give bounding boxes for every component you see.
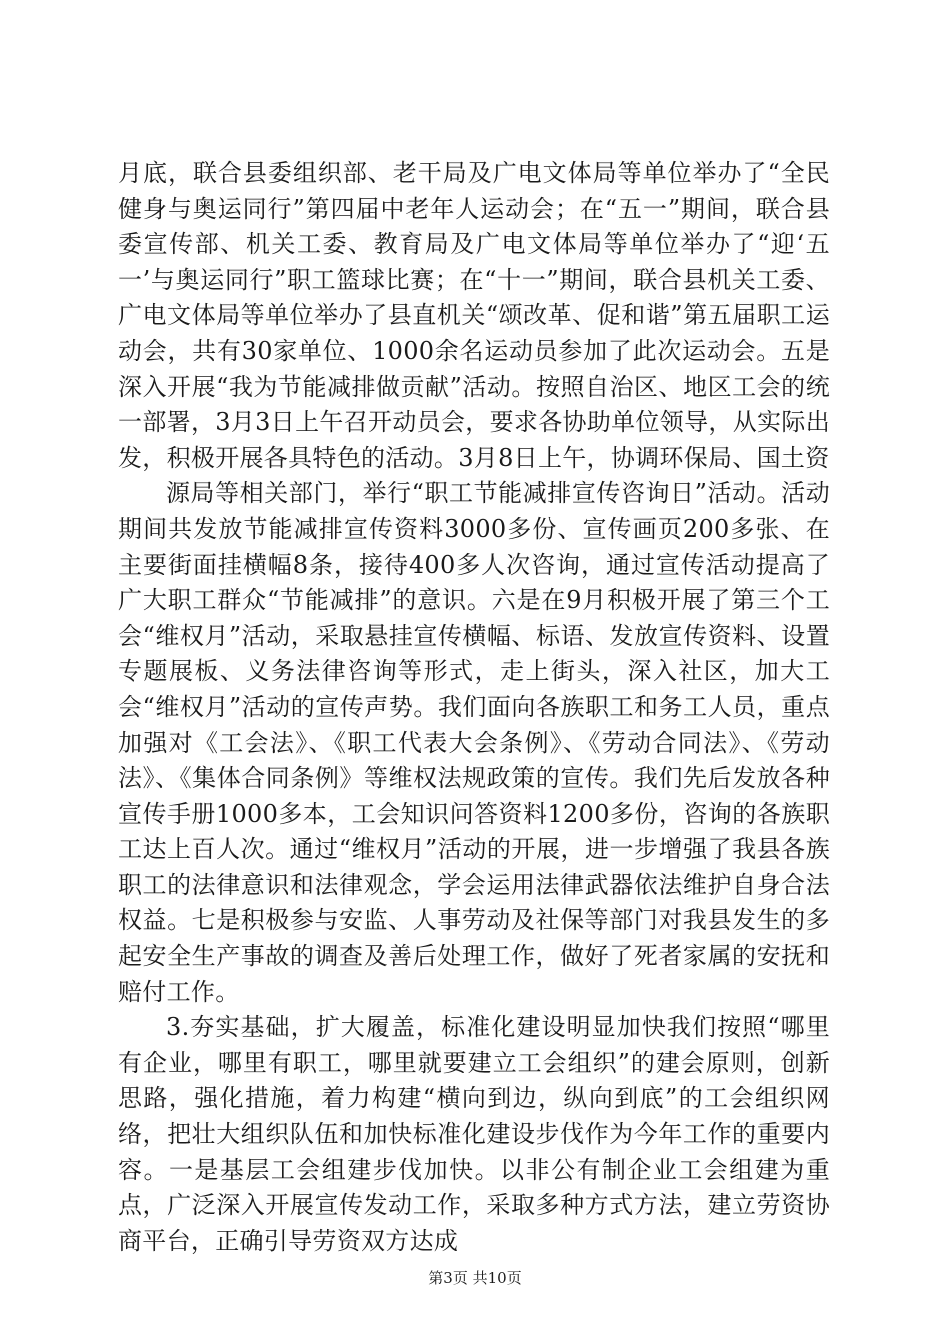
- paragraph-3: 3.夯实基础，扩大履盖，标准化建设明显加快我们按照“哪里有企业，哪里有职工，哪里就要建立工会组织”的建会原则，创新思路，强化措施，着力构建“横向到边，纵向到底”的工会组织网络，把壮大组织队伍和加快标准化建设步伐作为今年工作的重要内容。一是基层工会组建步伐加快。以非公有制企业工会组建为重点，广泛深入开展宣传发动工作，采取多种方式方法，建立劳资协商平台，正确引导劳资双方达成: [118, 1013, 830, 1255]
- page-footer: 第3页 共10页: [428, 1269, 522, 1287]
- paragraph-2: 源局等相关部门，举行“职工节能减排宣传咨询日”活动。活动期间共发放节能减排宣传资料3000多份、宣传画页200多张、在主要街面挂横幅8条，接待400多人次咨询，通过宣传活动提高了广大职工群众“节能减排”的意识。六是在9月积极开展了第三个工会“维权月”活动，采取悬挂宣传横幅、标语、发放宣传资料、设置专题展板、义务法律咨询等形式，走上街头，深入社区，加大工会“维权月”活动的宣传声势。我们面向各族职工和务工人员，重点加强对《工会法》、《职工代表大会条例》、《劳动合同法》、《劳动法》、《集体合同条例》等维权法规政策的宣传。我们先后发放各种宣传手册1000多本，工会知识问答资料1200多份，咨询的各族职工达上百人次。通过“维权月”活动的开展，进一步增强了我县各族职工的法律意识和法律观念，学会运用法律武器依法维护自身合法权益。七是积极参与安监、人事劳动及社保等部门对我县发生的多起安全生产事故的调查及善后处理工作，做好了死者家属的安抚和赔付工作。: [118, 479, 830, 1006]
- paragraph-1: 月底，联合县委组织部、老干局及广电文体局等单位举办了“全民健身与奥运同行”第四届中老年人运动会；在“五一”期间，联合县委宣传部、机关工委、教育局及广电文体局等单位举办了“迎‘五一’与奥运同行”职工篮球比赛；在“十一”期间，联合县机关工委、广电文体局等单位举办了县直机关“颂改革、促和谐”第五届职工运动会，共有30家单位、1000余名运动员参加了此次运动会。五是深入开展“我为节能减排做贡献”活动。按照自治区、地区工会的统一部署，3月3日上午召开动员会，要求各协助单位领导，从实际出发，积极开展各具特色的活动。3月8日上午，协调环保局、国土资: [118, 159, 830, 472]
- document-body: [118, 156, 830, 1259]
